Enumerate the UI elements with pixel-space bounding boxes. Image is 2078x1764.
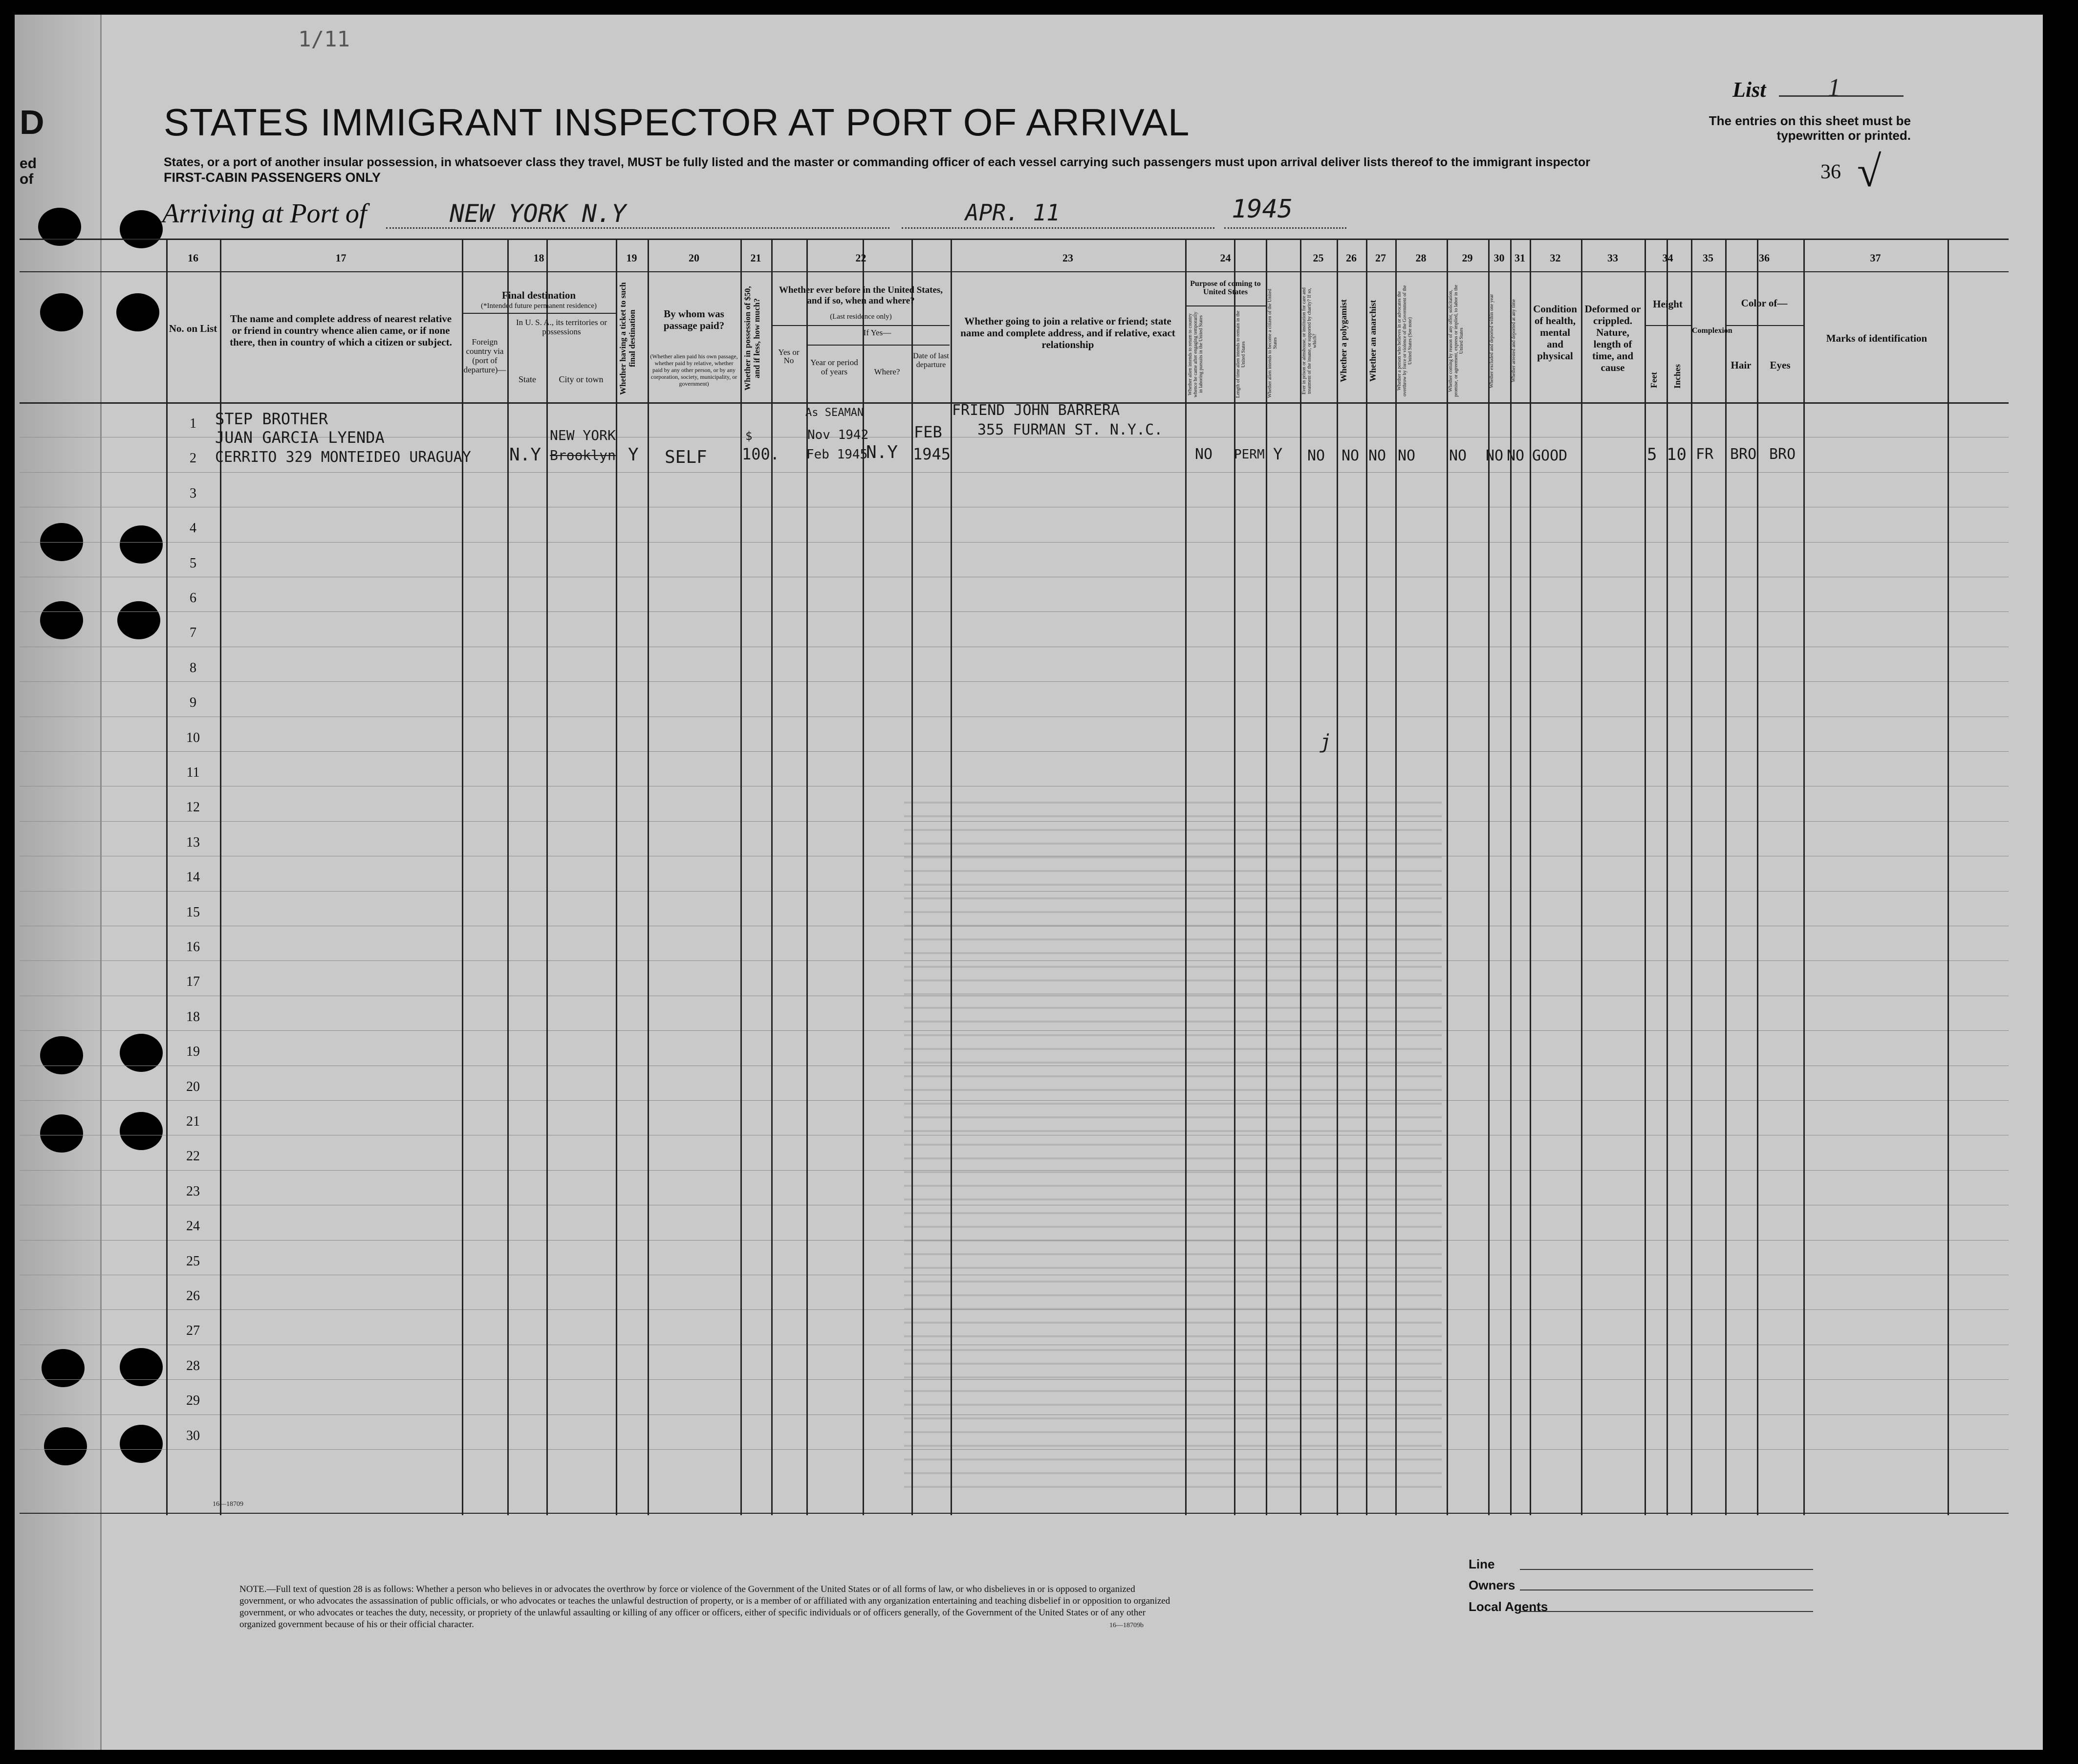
col-divider	[1803, 240, 1805, 1515]
col23-header: Whether going to join a relative or friend; state name and complete address, and if relative, exact relationship	[960, 315, 1175, 350]
colnum: 36	[1759, 252, 1770, 264]
col22-note: (Last residence only)	[830, 313, 892, 321]
year-line	[1224, 227, 1346, 229]
before-status: As SEAMAN	[805, 407, 864, 419]
row-rule	[20, 1170, 2009, 1171]
punch-hole	[120, 1034, 163, 1072]
col24-title: Purpose of coming to United States	[1190, 280, 1261, 296]
join-name: FRIEND JOHN BARRERA	[952, 402, 1120, 419]
col-divider	[740, 240, 742, 1515]
col34-header: Height	[1653, 298, 1683, 310]
col16-header: No. on List	[169, 323, 217, 334]
page-number: 36	[1820, 161, 1841, 183]
col34-inches: Inches	[1672, 364, 1682, 389]
col32-header: Condition of health, mental and physical	[1533, 303, 1577, 362]
money-symbol: $	[745, 429, 753, 443]
row-number: 12	[186, 800, 200, 815]
stray-mark: j	[1320, 731, 1332, 753]
col-divider	[951, 240, 952, 1515]
col-divider	[462, 240, 463, 1515]
row-rule	[20, 1449, 2009, 1450]
col24c-header: Whether alien intends to become a citizen of the United States	[1267, 289, 1278, 398]
height-feet: 5	[1647, 445, 1657, 464]
row-number: 28	[186, 1358, 200, 1373]
punch-hole	[44, 1427, 87, 1465]
colnum: 29	[1462, 252, 1473, 264]
list-label: List	[1732, 78, 1766, 102]
colnum: 21	[750, 252, 761, 264]
purpose-length: PERM	[1234, 447, 1265, 462]
row-number: 8	[190, 660, 196, 675]
bleed-through-text	[904, 802, 1442, 1496]
line-field	[1520, 1569, 1813, 1570]
col-divider	[1185, 240, 1187, 1515]
note-code: 16—18709b	[1109, 1622, 1144, 1629]
purpose-return: NO	[1195, 446, 1213, 463]
colnum: 19	[626, 252, 637, 264]
form-code: 16—18709	[213, 1501, 243, 1508]
colnum: 37	[1870, 252, 1881, 264]
col-divider	[1581, 240, 1582, 1515]
row-number: 10	[186, 730, 200, 745]
col18-title: Final destination	[501, 289, 576, 301]
edge-fragment: ed	[20, 155, 37, 172]
row-number: 30	[186, 1428, 200, 1443]
col24b-header: Length of time alien intends to remain in the United States	[1235, 310, 1246, 398]
dest-city-struck: Brooklyn	[550, 447, 616, 463]
row-rule	[20, 960, 2009, 961]
col19-header: Whether having a ticket to such final destination	[618, 282, 637, 395]
row-number: 22	[186, 1149, 200, 1164]
relative-relationship: STEP BROTHER	[215, 410, 328, 428]
col-divider	[911, 240, 913, 1515]
edge-fragment: D	[20, 103, 44, 141]
col-divider	[1337, 240, 1338, 1515]
punch-hole	[40, 293, 83, 331]
row-number: 21	[186, 1114, 200, 1129]
colnum: 32	[1550, 252, 1561, 264]
col22-date: Date of last departure	[913, 352, 949, 369]
col-divider	[1447, 240, 1448, 1515]
answer-c25: NO	[1307, 447, 1325, 464]
punch-hole	[40, 601, 83, 639]
col20-note: (Whether alien paid his own passage, whether paid by relative, whether paid by any other person, or by any corporation, society, municipality, or government)	[650, 353, 738, 387]
col-divider	[1395, 240, 1397, 1515]
col22-year: Year or period of years	[810, 358, 858, 376]
row-number: 17	[186, 974, 200, 990]
row-number: 6	[190, 590, 196, 606]
answer-c31: NO	[1507, 447, 1525, 464]
row-rule	[20, 472, 2009, 473]
row-rule	[20, 611, 2009, 612]
answer-c29: NO	[1449, 447, 1467, 464]
row-rule	[20, 542, 2009, 543]
date-line	[902, 227, 1214, 229]
eye-color: BRO	[1769, 446, 1796, 463]
colnum: 24	[1220, 252, 1231, 264]
col34-feet: Feet	[1649, 372, 1659, 388]
punch-hole	[120, 210, 163, 248]
table-bottom-border	[20, 1513, 2009, 1514]
col36-hair: Hair	[1731, 359, 1752, 371]
subhdr-rule	[771, 325, 950, 326]
row-number: 23	[186, 1183, 200, 1199]
col24a-header: Whether alien intends to return to country whence he came after engaging temporarily in laboring pursuits in the United States	[1188, 311, 1204, 397]
row-rule	[20, 1100, 2009, 1101]
col22-where: Where?	[874, 367, 900, 376]
list-number: 1	[1828, 74, 1840, 102]
before-year2: Feb 1945	[806, 447, 868, 462]
row-number: 18	[186, 1009, 200, 1024]
row-number: 24	[186, 1219, 200, 1234]
punch-hole	[38, 208, 81, 246]
row-rule	[20, 681, 2009, 682]
row-rule	[20, 1240, 2009, 1241]
row-number: 14	[186, 870, 200, 885]
join-address: 355 FURMAN ST. N.Y.C.	[977, 421, 1163, 438]
colnum-row-border	[20, 271, 2009, 272]
col20-header: By whom was passage paid?	[663, 308, 725, 331]
row-number: 5	[190, 555, 196, 571]
col30-header: Whether excluded and deported within one year	[1489, 294, 1494, 388]
row-rule	[20, 1309, 2009, 1310]
departure-month: FEB	[914, 423, 942, 441]
col-divider	[1691, 240, 1692, 1515]
table-top-border	[20, 239, 2009, 240]
answer-c26: NO	[1342, 447, 1360, 464]
colnum: 20	[689, 252, 699, 264]
relative-name: JUAN GARCIA LYENDA	[215, 428, 385, 447]
col29-header: Whether coming by reason of any offer, solicitation, promise, or agreement, express or implied, to labor in the United States	[1448, 284, 1464, 397]
col33-header: Deformed or crippled. Nature, length of time, and cause	[1584, 303, 1641, 373]
answer-c30: NO	[1486, 447, 1504, 464]
health: GOOD	[1532, 447, 1568, 464]
edge-fragment: of	[20, 171, 34, 187]
row-rule	[20, 891, 2009, 892]
col31-header: Whether arrested and deported at any time	[1511, 299, 1516, 383]
col-divider	[1266, 240, 1267, 1515]
answer-c28: NO	[1398, 447, 1416, 464]
passenger-class: FIRST-CABIN PASSENGERS ONLY	[164, 170, 381, 185]
colnum: 26	[1346, 252, 1357, 264]
colnum: 17	[335, 252, 346, 264]
local-agents-label: Local Agents	[1469, 1599, 1548, 1614]
row-number: 15	[186, 904, 200, 920]
punch-hole	[117, 601, 160, 639]
subhdr-rule	[1185, 305, 1266, 306]
before-year: Nov 1942	[807, 428, 869, 442]
col-divider	[1725, 240, 1727, 1515]
entries-note: The entries on this sheet must be typewritten or printed.	[1709, 113, 1911, 143]
punch-hole	[40, 1114, 83, 1153]
form-title: STATES IMMIGRANT INSPECTOR AT PORT OF ARRIVAL	[164, 101, 1190, 144]
col-divider	[1366, 240, 1367, 1515]
col-divider	[1510, 240, 1512, 1515]
col22-ifyes: If Yes—	[863, 328, 891, 337]
colnum: 35	[1703, 252, 1713, 264]
departure-year: 1945	[913, 445, 951, 463]
dest-city: NEW YORK	[550, 427, 616, 443]
col18-usa: In U. S. A., its territories or possessions	[516, 318, 607, 336]
col-divider	[546, 240, 548, 1515]
col-divider	[648, 240, 649, 1515]
colnum: 34	[1662, 252, 1673, 264]
row-number: 29	[186, 1393, 200, 1409]
row-number: 11	[186, 765, 200, 780]
row-number: 19	[186, 1044, 200, 1060]
col-divider	[1488, 240, 1490, 1515]
colnum: 33	[1607, 252, 1618, 264]
year-value: 1945	[1232, 195, 1293, 224]
row-rule	[20, 1030, 2009, 1031]
col35-header: Complexion	[1692, 327, 1732, 335]
before-where: N.Y	[866, 442, 898, 462]
subhdr-rule	[1645, 325, 1691, 326]
col-divider	[1757, 240, 1758, 1515]
list-line	[1779, 95, 1904, 97]
colnum: 22	[855, 252, 866, 264]
punch-hole	[120, 1348, 163, 1386]
hair-color: BRO	[1730, 446, 1757, 463]
col25-header: Ever in prison or almshouse, or institution for care and treatment of the insane, or supported by charity? If so, which?	[1301, 287, 1318, 394]
colnum: 18	[533, 252, 544, 264]
row-rule	[20, 751, 2009, 752]
subhdr-rule	[462, 313, 616, 314]
col-divider	[507, 240, 509, 1515]
dest-state: N.Y	[509, 445, 541, 465]
row-rule	[20, 821, 2009, 822]
arriving-label: Arriving at Port of	[162, 198, 367, 229]
row-number: 27	[186, 1323, 200, 1339]
colnum: 27	[1375, 252, 1386, 264]
row-number: 3	[190, 485, 196, 501]
top-scribble: 1/11	[298, 27, 350, 52]
complexion: FR	[1696, 446, 1714, 463]
col-divider	[771, 240, 773, 1515]
punch-hole	[42, 1349, 85, 1387]
row-number: 16	[186, 939, 200, 955]
row-number: 26	[186, 1288, 200, 1304]
col-divider	[616, 240, 617, 1515]
line-label: Line	[1469, 1557, 1495, 1571]
row-number: 4	[190, 521, 196, 536]
owners-label: Owners	[1469, 1578, 1515, 1592]
col36-header: Color of—	[1741, 297, 1788, 309]
purpose-citizen: Y	[1273, 445, 1283, 463]
col18-city: City or town	[559, 374, 604, 384]
colnum: 25	[1313, 252, 1324, 264]
money-amount: 100.	[742, 445, 780, 463]
answer-c27: NO	[1368, 447, 1386, 464]
col17-header: The name and complete address of nearest relative or friend in country whence alien came, or if none there, then in country of which a citizen or subject.	[230, 313, 452, 348]
col18-note: (*Intended future permanent residence)	[481, 302, 597, 310]
passage-paid: SELF	[665, 447, 707, 467]
binding-strip	[15, 15, 102, 1750]
col18-state: State	[519, 374, 536, 384]
punch-hole	[120, 525, 163, 564]
row-number: 2	[190, 451, 196, 466]
row-rule	[20, 1379, 2009, 1380]
col37-header: Marks of identification	[1826, 332, 1927, 344]
col18-foreign: Foreign country via (port of departure)—	[463, 337, 506, 374]
row-number: 9	[190, 695, 196, 711]
subhdr-rule	[806, 345, 950, 346]
row-number: 7	[190, 625, 196, 641]
date-value: APR. 11	[965, 199, 1060, 226]
col-divider	[1234, 240, 1235, 1515]
col-divider	[1667, 240, 1668, 1515]
col36-eyes: Eyes	[1770, 359, 1791, 371]
port-value: NEW YORK N.Y	[450, 199, 627, 228]
colnum: 23	[1062, 252, 1073, 264]
local-agents-field	[1520, 1611, 1813, 1612]
col-divider	[1530, 240, 1531, 1515]
col27-header: Whether an anarchist	[1368, 300, 1378, 382]
punch-hole	[116, 293, 159, 331]
col-divider	[1948, 240, 1949, 1515]
colnum: 28	[1415, 252, 1427, 264]
col22-yesno: Yes or No	[778, 348, 800, 365]
punch-hole	[40, 1036, 83, 1074]
height-inches: 10	[1667, 445, 1687, 464]
col-divider	[1300, 240, 1301, 1515]
row-number: 25	[186, 1253, 200, 1269]
form-subtitle: States, or a port of another insular possession, in whatsoever class they travel, MUST be fully listed and the master or commanding officer of each vessel carrying such passengers must upon arrival deliver lists thereof to the immigrant inspector	[164, 155, 1590, 169]
col21-header: Whether in possession of $50, and if less, how much?	[743, 286, 761, 391]
col28-header: Whether a person who believes in or advocates the overthrow by force or violence of the Government of the United States (See note)	[1397, 285, 1413, 397]
relative-address: CERRITO 329 MONTEIDEO URAGUAY	[215, 449, 471, 466]
subhdr-rule	[1725, 325, 1803, 326]
col26-header: Whether a polygamist	[1339, 299, 1348, 383]
question-28-note: NOTE.—Full text of question 28 is as follows: Whether a person who believes in or advocates the overthrow by force or violence of the Government of the United States or of all forms of law, or who disbelieves in or is opposed to organized government, or who advocates the assassination of public officials, or who advocates or teaches the unlawful destruction of property, or is a member of or affiliated with any organization entertaining and teaching disbelief in or opposition to organized government, or who advocates or teaches the duty, necessity, or propriety of the unlawful assaulting or killing of any officer or officers, either of specific individuals or of officers generally, of the Government of the United States or of any other organized government because of his or their official character.	[239, 1584, 1170, 1630]
row-number: 13	[186, 834, 200, 850]
check-mark: √	[1857, 148, 1882, 196]
col22-title: Whether ever before in the United States, and if so, when and where?	[779, 285, 943, 306]
ticket-answer: Y	[628, 445, 639, 465]
col-divider	[1645, 240, 1646, 1515]
colnum: 30	[1494, 252, 1505, 264]
row-number: 1	[190, 416, 196, 431]
colnum: 31	[1515, 252, 1525, 264]
punch-hole	[120, 1112, 163, 1150]
row-number: 20	[186, 1079, 200, 1094]
punch-hole	[120, 1425, 163, 1463]
colnum: 16	[188, 252, 198, 264]
